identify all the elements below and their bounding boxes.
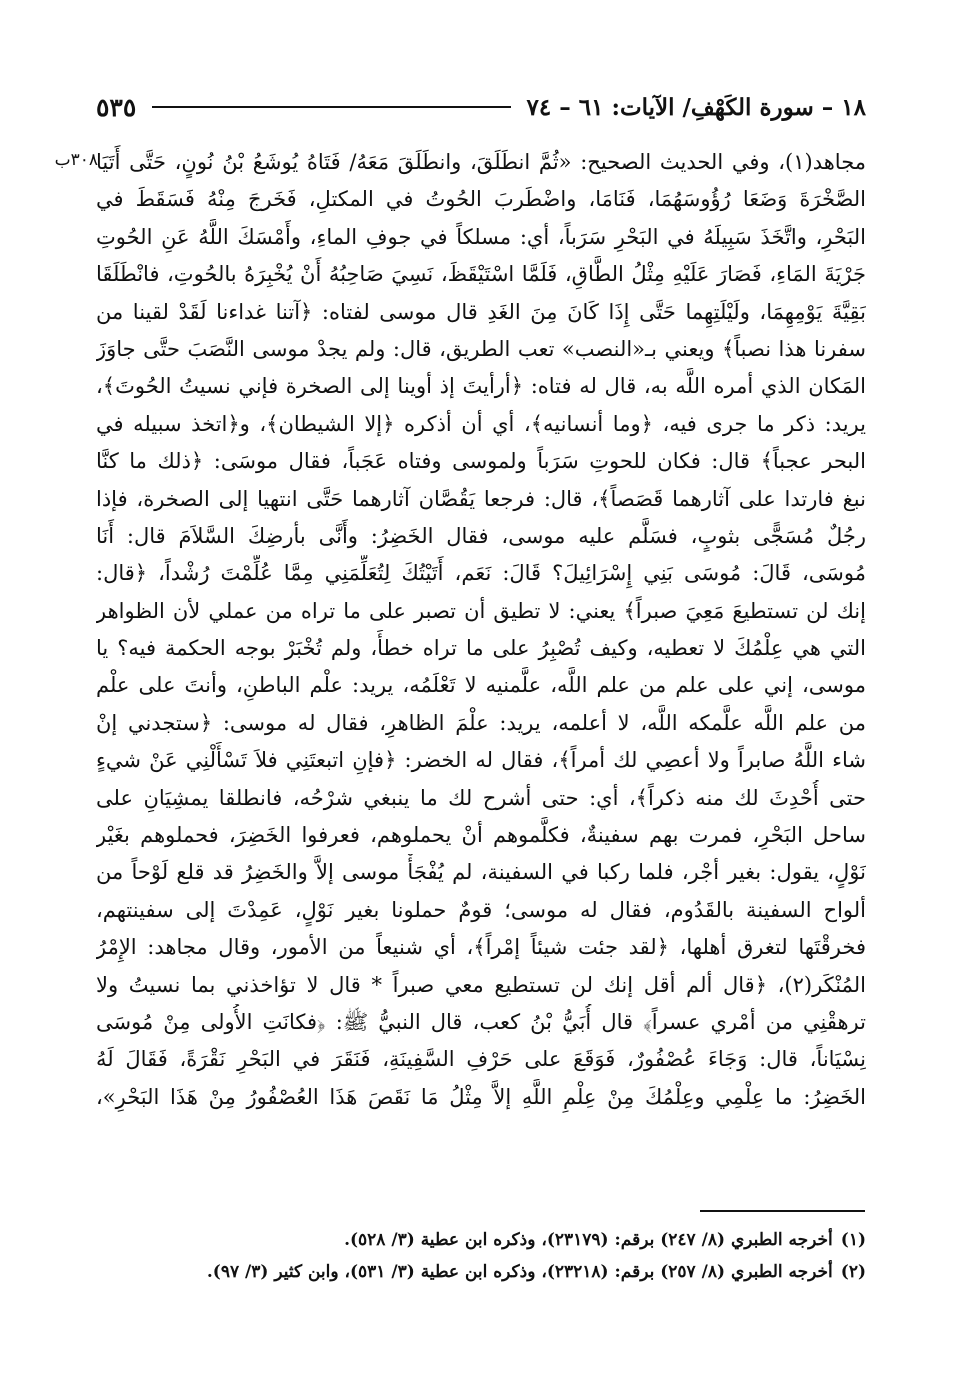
text-line: الصَّخْرَةَ وَضَعَا رُؤُوسَهُمَا، فَنَامَا، واضْطَربَ الحُوتُ في المكتلِ، فَخَرجَ مِنْهُ فَسَقَطَ في [96, 187, 866, 212]
text-line: البَحْرِ، واتَّخَذَ سَبِيلَهُ في البَحْرِ سَرَباً، أي: مسلكاً في جوفِ الماءِ، وأَمْسَكَ اللَّهُ عَنِ الحُوتِ [96, 224, 866, 249]
text-line: فخرقْتَها لتغرق أهلها، ﴿لقد جئت شيئاً إمْراً﴾، أي شنيعاً من الأمور، وقال مجاهد: الإِمْرُ [96, 935, 866, 960]
text-line: نَوْلٍ، يقول: بغير أجْر، فلما ركبا في السفينة، لم يُفْجَأْ موسى إلاَّ والخَضِرُ قد قلع لَوْحاً من [96, 860, 866, 885]
text-line: المَكان الذي أمره اللَّه به، قال له فتاه: ﴿أرأيتَ إذ أوينا إلى الصخرة فإني نسيتُ الحُوتَ﴾، [96, 374, 866, 399]
page-number: ٥٣٥ [96, 92, 137, 122]
text-line: نبغ فارتدا على آثارهما قَصَصاً﴾، قال: فرجعا يَقُصَّان آثارهما حَتَّى انتهيا إلى الصخرة، فإذا [96, 486, 866, 511]
header-rule [152, 106, 510, 108]
header-title: ١٨ – سورة الكَهْفِ/ الآيات: ٦١ – ٧٤ [526, 93, 866, 121]
text-line: مُوسَى، قَالَ: مُوسَى بَنِي إِسْرَائِيلَ؟ قَالَ: نَعَم، أَتَيْتُكَ لِتُعَلِّمَنِي مِمَّا عُلِّمْتَ رُشْداً، ﴿قال: [96, 561, 866, 586]
text-line: رجُلٌ مُسَجًّى بثوبٍ، فسَلَّم عليه موسى، فقال الخَضِرُ: وأَنَّى بأرضِكَ السَّلاَمَ قال: أَنَا [96, 523, 866, 548]
text-line: ترهقْنِي من أمْري عسراً﴾ قال أُبَيُّ بْنُ كعب، قال النبيُّ ﷺ: ﴿فكانَتِ الأُولى مِنْ مُوسَى [96, 1009, 866, 1034]
text-line: موسى، إني على علم من علم اللَّه، علَّمنيه لا تَعْلَمُه، يريد: علْم الباطنِ، وأنتَ على علْم [96, 673, 866, 698]
text-line: التي هي عِلْمُكَ لا تعطيه، وكيف تُصْبِرُ على ما تراه خطأً، ولم تُخْبَرْ بوجه الحكمة فيه؟ يا [96, 636, 866, 661]
text-line: المُنْكَر(٢)، ﴿قال ألم أقل إنك لن تستطيع معي صبراً * قال لا تؤاخذني بما نسيتُ ولا [96, 972, 866, 997]
text-line: ألواح السفينة بالقَدُوم، فقال له موسى؛ قومٌ حملونا بغير نَوْلٍ، عَمِدْتَ إلى سفينتهم، [96, 897, 866, 922]
text-line: ساحل البَحْرِ، فمرت بهم سفينةٌ، فكلَّموهم أنْ يحملوهم، فعرفوا الخَضِرَ، فحملوهم بغَيْر [96, 823, 866, 848]
footnote-number: (٢) [840, 1262, 866, 1282]
text-line: من علم اللَّه علَّمكه اللَّه، لا أعلمه، يريد: علْمَ الظاهرِ، فقال له موسى: ﴿ستجدني إنْ [96, 710, 866, 735]
text-line: الخَضِرُ: ما عِلْمِي وعِلْمُكَ مِنْ عِلْمِ اللَّهِ إلاَّ مِثْلُ مَا نَقَصَ هَذَا العُصْفُورُ مِنْ هَذَا البَحْرِ»، [96, 1084, 866, 1109]
text-line: حتى أُحْدِثَ لك منه ذكراً﴾، أي: حتى أشرح لك ما ينبغي شرْحُه، فانطلقا يمشِيَانِ على [96, 785, 866, 810]
text-line: مجاهد(١)، وفي الحديث الصحيح: «ثُمَّ انطَلَقَ، وانطَلَقَ مَعَهُ/ فَتَاهُ يُوشَعُ بْنُ نُونٍ، حَتَّى أَتَيَا [96, 150, 866, 174]
text-line: بَقِيَّةَ يَوْمِهِمَا، ولَيْلَتِهِما حَتَّى إِذَا كَانَ مِنَ الغَدِ قال موسى لفتاه: ﴿آتنا غداءنا لَقَدْ لقينا من [96, 299, 866, 324]
text-line: يريد: ذكر ما جرى فيه، ﴿وما أنسانيه﴾، أي أن أذكره ﴿إلا الشيطان﴾، و﴿اتخذ سبيله في [96, 411, 866, 436]
footnote-separator [700, 1210, 865, 1212]
text-line: سفرنا هذا نصباً﴾ ويعني بـ«النصب» تعب الطريق، قال: ولم يجدْ موسى النَّصَبَ حتَّى جاوَزَ [96, 336, 866, 361]
text-line: إنك لن تستطيعَ مَعِيَ صبراً﴾ يعني: لا تطيق أن تصبر على ما تراه من عملي لأن الظواهر [96, 598, 866, 623]
margin-manuscript-reference: ٣٠٨ب [54, 150, 98, 170]
footnote-number: (١) [840, 1230, 866, 1250]
footnote-text: أخرجه الطبري (٨/ ٢٤٧) برقم: (٢٣١٧٩)، وذكره ابن عطية (٣/ ٥٢٨). [344, 1230, 833, 1250]
text-line: شاء اللَّهُ صابراً ولا أعصِي لك أمراً﴾، فقال له الخضر: ﴿فإنِ اتبعتَنِي فلاَ تَسْأَلْنِي عَنْ شيءٍ [96, 748, 866, 773]
footnotes [96, 1224, 866, 1288]
footnote [96, 1256, 866, 1288]
text-line: نِسْيَاناً، قال: وَجَاءَ عُصْفُورٌ، فَوَقَعَ على حَرْفِ السَّفِينَةِ، فَنَقَرَ في البَحْرِ نَقْرَةً، فَقَالَ لَهُ [96, 1047, 866, 1072]
footnote [96, 1224, 866, 1256]
running-header [96, 90, 866, 124]
footnote-text: أخرجه الطبري (٨/ ٢٥٧) برقم: (٢٣٢١٨)، وذكره ابن عطية (٣/ ٥٣١)، وابن كثير (٣/ ٩٧). [206, 1262, 833, 1282]
text-line: البحر عجباً﴾ قال: فكان للحوتِ سَرَباً ولموسى وفتاه عَجَباً، فقال موسَى: ﴿ذلك ما كنَّا [96, 449, 866, 474]
text-line: جَرْيَةَ المَاءِ، فَصَارَ عَلَيْهِ مِثْلُ الطَّاقِ، فَلَمَّا اسْتَيْقَظَ، نَسِيَ صَاحِبُهُ أَنْ يُخْبِرَهُ بالحُوتِ، فانْطَلَقَا [96, 262, 866, 287]
body-text [96, 144, 866, 1116]
